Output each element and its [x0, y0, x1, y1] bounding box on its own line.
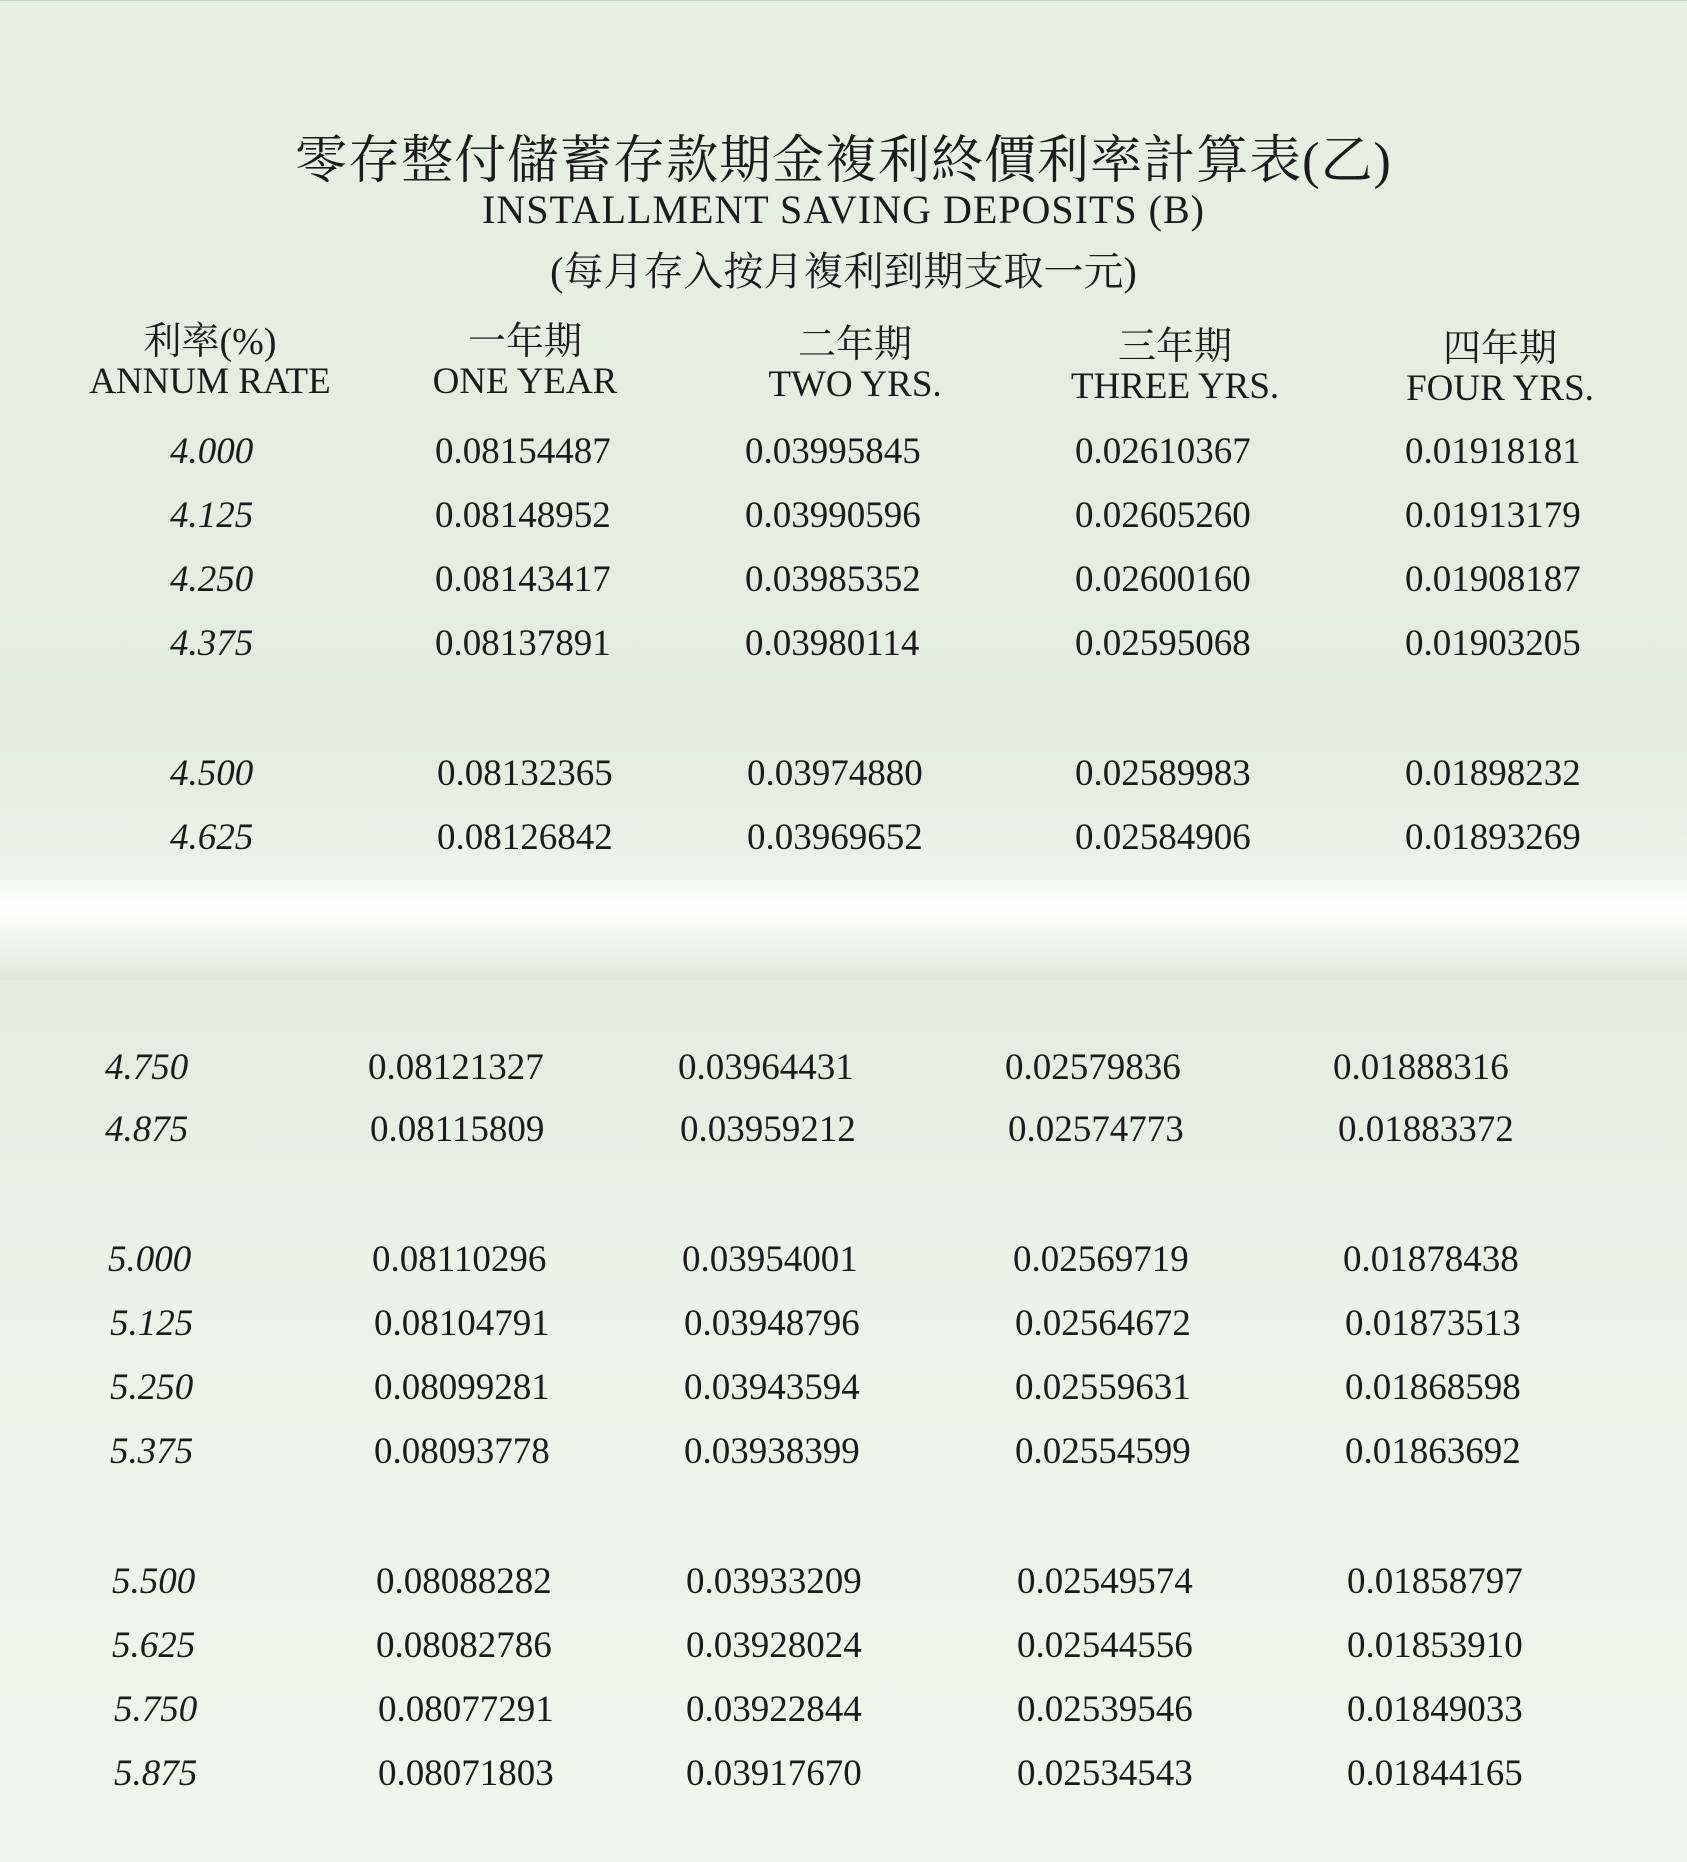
header-two-years: [730, 313, 980, 406]
one-year-cell: 0.08132365: [437, 753, 613, 794]
one-year-cell: 0.08099281: [374, 1367, 550, 1408]
four-year-cell: 0.01903205: [1405, 623, 1581, 664]
header-zh: 一年期: [467, 321, 582, 363]
one-year-cell: 0.08121327: [368, 1047, 544, 1088]
rate-cell: 4.750: [105, 1047, 189, 1088]
two-year-cell: 0.03959212: [680, 1109, 856, 1150]
header-en: ANNUM RATE: [89, 361, 331, 402]
three-year-cell: 0.02600160: [1075, 559, 1251, 600]
header-zh: 三年期: [1117, 326, 1232, 368]
four-year-cell: 0.01868598: [1345, 1367, 1521, 1408]
three-year-cell: 0.02534543: [1017, 1753, 1193, 1794]
rate-cell: 5.875: [114, 1753, 198, 1794]
table-row: [0, 1560, 1687, 1620]
rate-cell: 4.875: [105, 1109, 189, 1150]
rate-cell: 5.250: [110, 1367, 194, 1408]
table-row: [0, 1688, 1687, 1748]
header-three-years: [1040, 315, 1310, 408]
header-four-years: [1380, 317, 1620, 410]
rate-cell: 4.000: [170, 431, 254, 472]
two-year-cell: 0.03990596: [745, 495, 921, 536]
header-en: TWO YRS.: [768, 364, 942, 405]
rate-cell: 4.500: [170, 753, 254, 794]
two-year-cell: 0.03980114: [745, 623, 920, 664]
header-zh: 四年期: [1442, 328, 1557, 370]
table-title-chinese: 零存整付儲蓄存款期金複利終價利率計算表(乙): [295, 133, 1392, 190]
table-row: [0, 1430, 1687, 1490]
four-year-cell: 0.01913179: [1405, 495, 1581, 536]
rate-cell: 4.250: [170, 559, 254, 600]
two-year-cell: 0.03928024: [686, 1625, 862, 1666]
two-year-cell: 0.03938399: [684, 1431, 860, 1472]
three-year-cell: 0.02579836: [1005, 1047, 1181, 1088]
two-year-cell: 0.03917670: [686, 1753, 862, 1794]
two-year-cell: 0.03964431: [678, 1047, 854, 1088]
table-row: [0, 1624, 1687, 1684]
one-year-cell: 0.08115809: [370, 1109, 545, 1150]
one-year-cell: 0.08110296: [372, 1239, 547, 1280]
rate-cell: 5.625: [112, 1625, 196, 1666]
three-year-cell: 0.02549574: [1017, 1561, 1193, 1602]
table-row: [0, 1366, 1687, 1426]
table-row: [0, 558, 1687, 618]
table-row: [0, 1752, 1687, 1812]
header-en: THREE YRS.: [1070, 366, 1280, 407]
three-year-cell: 0.02589983: [1075, 753, 1251, 794]
header-annum-rate: [55, 310, 365, 403]
one-year-cell: 0.08077291: [378, 1689, 554, 1730]
two-year-cell: 0.03954001: [682, 1239, 858, 1280]
rate-cell: 4.625: [170, 817, 254, 858]
one-year-cell: 0.08126842: [437, 817, 613, 858]
page-fold: [0, 880, 1687, 980]
three-year-cell: 0.02595068: [1075, 623, 1251, 664]
rate-cell: 4.375: [170, 623, 254, 664]
rate-cell: 4.125: [170, 495, 254, 536]
table-subtitle: (每月存入按月複利到期支取一元): [550, 249, 1137, 294]
three-year-cell: 0.02554599: [1015, 1431, 1191, 1472]
header-zh: 二年期: [797, 324, 912, 366]
three-year-cell: 0.02544556: [1017, 1625, 1193, 1666]
one-year-cell: 0.08071803: [378, 1753, 554, 1794]
three-year-cell: 0.02584906: [1075, 817, 1251, 858]
one-year-cell: 0.08082786: [376, 1625, 552, 1666]
table-row: [0, 1302, 1687, 1362]
one-year-cell: 0.08143417: [435, 559, 611, 600]
header-zh: 利率(%): [143, 321, 277, 363]
three-year-cell: 0.02574773: [1008, 1109, 1184, 1150]
table-row: [0, 1108, 1687, 1168]
one-year-cell: 0.08137891: [435, 623, 611, 664]
one-year-cell: 0.08154487: [435, 431, 611, 472]
four-year-cell: 0.01883372: [1338, 1109, 1514, 1150]
rate-cell: 5.375: [110, 1431, 194, 1472]
three-year-cell: 0.02564672: [1015, 1303, 1191, 1344]
rate-cell: 5.500: [112, 1561, 196, 1602]
table-row: [0, 622, 1687, 682]
four-year-cell: 0.01873513: [1345, 1303, 1521, 1344]
table-row: [0, 752, 1687, 812]
one-year-cell: 0.08104791: [374, 1303, 550, 1344]
table-row: [0, 494, 1687, 554]
table-row: [0, 430, 1687, 490]
one-year-cell: 0.08088282: [376, 1561, 552, 1602]
two-year-cell: 0.03943594: [684, 1367, 860, 1408]
four-year-cell: 0.01849033: [1347, 1689, 1523, 1730]
four-year-cell: 0.01908187: [1405, 559, 1581, 600]
rate-cell: 5.125: [110, 1303, 194, 1344]
two-year-cell: 0.03974880: [747, 753, 923, 794]
header-en: FOUR YRS.: [1406, 368, 1594, 409]
four-year-cell: 0.01844165: [1347, 1753, 1523, 1794]
table-row: [0, 1238, 1687, 1298]
two-year-cell: 0.03969652: [747, 817, 923, 858]
one-year-cell: 0.08093778: [374, 1431, 550, 1472]
four-year-cell: 0.01888316: [1333, 1047, 1509, 1088]
rate-cell: 5.750: [114, 1689, 198, 1730]
two-year-cell: 0.03922844: [686, 1689, 862, 1730]
four-year-cell: 0.01878438: [1343, 1239, 1519, 1280]
four-year-cell: 0.01893269: [1405, 817, 1581, 858]
three-year-cell: 0.02605260: [1075, 495, 1251, 536]
rate-cell: 5.000: [108, 1239, 192, 1280]
four-year-cell: 0.01863692: [1345, 1431, 1521, 1472]
four-year-cell: 0.01858797: [1347, 1561, 1523, 1602]
three-year-cell: 0.02539546: [1017, 1689, 1193, 1730]
four-year-cell: 0.01898232: [1405, 753, 1581, 794]
four-year-cell: 0.01853910: [1347, 1625, 1523, 1666]
two-year-cell: 0.03985352: [745, 559, 921, 600]
three-year-cell: 0.02610367: [1075, 431, 1251, 472]
three-year-cell: 0.02569719: [1013, 1239, 1189, 1280]
table-row: [0, 816, 1687, 876]
three-year-cell: 0.02559631: [1015, 1367, 1191, 1408]
two-year-cell: 0.03995845: [745, 431, 921, 472]
two-year-cell: 0.03948796: [684, 1303, 860, 1344]
table-title-english: INSTALLMENT SAVING DEPOSITS (B): [481, 187, 1205, 232]
one-year-cell: 0.08148952: [435, 495, 611, 536]
four-year-cell: 0.01918181: [1405, 431, 1581, 472]
header-one-year: [400, 310, 650, 403]
header-en: ONE YEAR: [432, 361, 618, 402]
table-row: [0, 1046, 1687, 1106]
two-year-cell: 0.03933209: [686, 1561, 862, 1602]
